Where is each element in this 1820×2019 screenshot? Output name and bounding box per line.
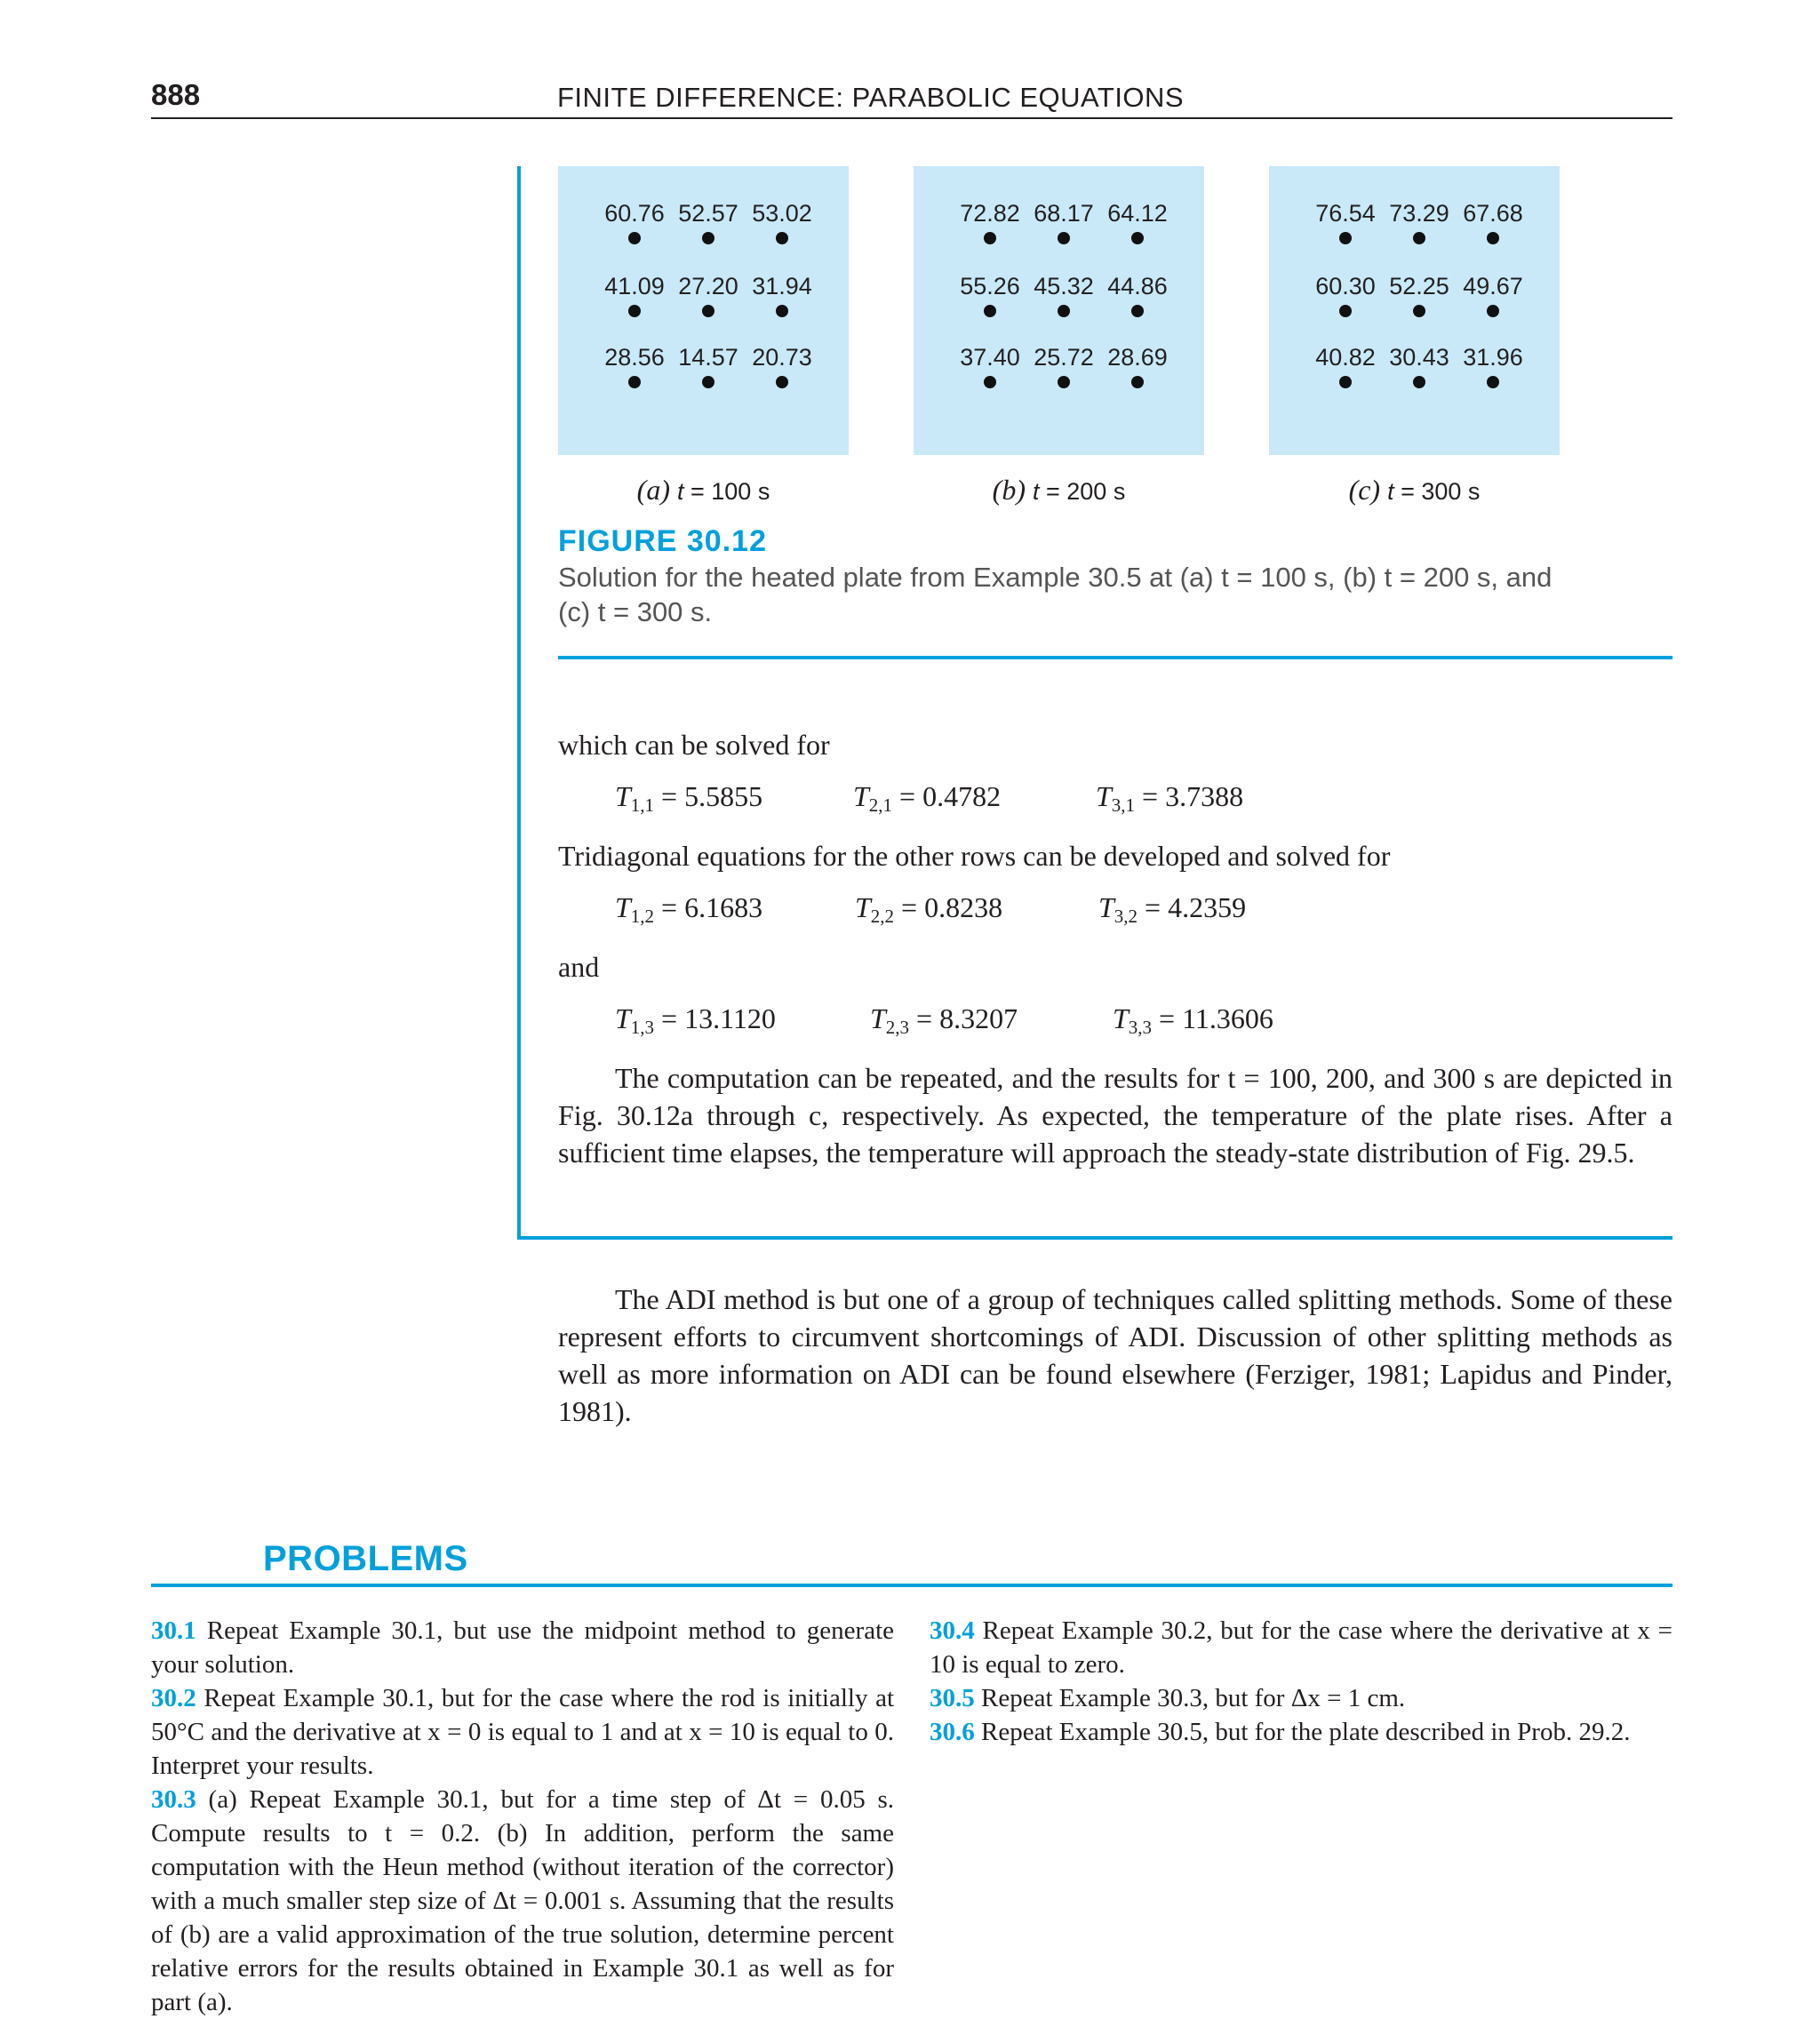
running-header: FINITE DIFFERENCE: PARABOLIC EQUATIONS [557, 82, 1185, 113]
grid-node [1100, 344, 1175, 388]
equation-term: $T_{1,3} = 13.1120$ [615, 1002, 776, 1038]
node-temperature: 37.40 [960, 344, 1020, 371]
problems-column-right [930, 1614, 1672, 1749]
grid-node [953, 200, 1027, 244]
node-temperature: 25.72 [1034, 344, 1094, 371]
grid-node [1026, 344, 1101, 388]
grid-node [1382, 344, 1457, 388]
grid-node [671, 344, 746, 388]
problem-30-1: 30.1 Repeat Example 30.1, but use the midpoint method to generate your solution. [151, 1616, 895, 1679]
grid-node [1382, 273, 1457, 317]
node-dot [628, 232, 641, 244]
grid-node [1100, 273, 1175, 317]
node-dot [1131, 305, 1144, 317]
text-and: and [558, 951, 600, 983]
node-temperature: 67.68 [1463, 200, 1523, 227]
paragraph-adi: The ADI method is but one of a group of techniques called splitting methods. Some of these represent efforts to circumvent shortcomings of ADI. Discussion of other splitting methods as well as more information on ADI can be found elsewhere (Ferziger, 1981; Lapidus and Pinder, 1981). [558, 1283, 1672, 1427]
grid-node [1026, 200, 1101, 244]
node-dot [1487, 376, 1499, 388]
node-dot [1487, 305, 1499, 317]
node-dot [702, 376, 714, 388]
node-temperature: 72.82 [960, 200, 1020, 227]
problem-30-5: 30.5 Repeat Example 30.3, but for Δx = 1 cm. [930, 1684, 1406, 1712]
equation-term: $T_{2,1} = 0.4782$ [853, 780, 1002, 816]
problem-30-4: 30.4 Repeat Example 30.2, but for the case where the derivative at x = 10 is equal to zero. [930, 1616, 1672, 1679]
node-temperature: 53.02 [752, 200, 812, 227]
figure-caption: Solution for the heated plate from Example 30.5 at (a) t = 100 s, (b) t = 200 s, and (c) t = 300 s. [558, 562, 1553, 627]
grid-node [671, 200, 746, 244]
grid-node [597, 200, 672, 244]
grid-node [597, 344, 672, 388]
node-temperature: 40.82 [1315, 344, 1376, 371]
node-temperature: 28.69 [1107, 344, 1168, 371]
node-dot [702, 232, 714, 244]
node-temperature: 73.29 [1389, 200, 1449, 227]
node-dot [1339, 305, 1352, 317]
node-dot [1413, 376, 1425, 388]
grid-node [1308, 200, 1383, 244]
node-temperature: 31.94 [752, 273, 812, 299]
node-temperature: 55.26 [960, 273, 1020, 299]
node-temperature: 31.96 [1463, 344, 1523, 371]
paragraph-computation: The computation can be repeated, and the results for t = 100, 200, and 300 s are depicted in Fig. 30.12a through c, respectively. As expected, the temperature of the plate rises. After a sufficient time elapses, the temperature will approach the steady-state distribution of Fig. 29.5. [558, 1062, 1672, 1169]
grid-node [745, 200, 819, 244]
problems-heading: PROBLEMS [263, 1539, 468, 1578]
panel-label-b: (b) t = 200 s [992, 474, 1126, 506]
node-temperature: 60.76 [604, 200, 665, 227]
node-dot [984, 305, 996, 317]
problem-30-3: 30.3 (a) Repeat Example 30.1, but for a time step of Δt = 0.05 s. Compute results to t = 0.2. (b) In addition, perform the same computation with the Heun method (without iteration of the corrector) with a much smaller step size of Δt = 0.001 s. Assuming that the results of (b) are a valid approximation of the true solution, determine percent relative errors for the results obtained in Example 30.1 as well as for part (a). [151, 1785, 895, 2016]
equation-term: $T_{3,2} = 4.2359$ [1098, 891, 1247, 927]
grid-node [1456, 344, 1530, 388]
header-rule [151, 117, 1672, 119]
grid-node [1100, 200, 1175, 244]
node-dot [1413, 232, 1425, 244]
grid-node [1308, 344, 1383, 388]
node-temperature: 64.12 [1107, 200, 1168, 227]
node-temperature: 45.32 [1034, 273, 1094, 299]
node-temperature: 49.67 [1463, 273, 1523, 299]
problem-30-2: 30.2 Repeat Example 30.1, but for the case where the rod is initially at 50°C and the derivative at x = 0 is equal to 1 and at x = 10 is equal to 0. Interpret your results. [151, 1684, 895, 1780]
node-dot [628, 376, 641, 388]
node-dot [1131, 376, 1144, 388]
grid-node [671, 273, 746, 317]
text-which-solved: which can be solved for [558, 729, 830, 761]
node-temperature: 76.54 [1315, 200, 1376, 227]
example-bottom-rule [517, 1236, 1672, 1240]
node-dot [1487, 232, 1499, 244]
node-dot [1058, 376, 1070, 388]
node-dot [1413, 305, 1425, 317]
page-number: 888 [151, 78, 201, 111]
node-temperature: 14.57 [678, 344, 738, 371]
grid-node [597, 273, 672, 317]
node-temperature: 27.20 [678, 273, 738, 299]
node-temperature: 60.30 [1315, 273, 1376, 299]
node-dot [1058, 305, 1070, 317]
node-dot [776, 305, 788, 317]
figure-panel-a [558, 166, 849, 455]
node-temperature: 41.09 [604, 273, 665, 299]
node-temperature: 44.86 [1107, 273, 1168, 299]
node-dot [1058, 232, 1070, 244]
node-dot [776, 376, 788, 388]
problem-30-6: 30.6 Repeat Example 30.5, but for the plate described in Prob. 29.2. [930, 1718, 1631, 1746]
node-temperature: 28.56 [604, 344, 665, 371]
node-dot [1339, 376, 1352, 388]
figure-panel-b [914, 166, 1204, 455]
grid-node [1456, 273, 1530, 317]
grid-node [953, 344, 1027, 388]
equation-term: $T_{1,1} = 5.5855$ [615, 780, 763, 816]
equation-term: $T_{1,2} = 6.1683$ [615, 891, 763, 927]
node-dot [1339, 232, 1352, 244]
node-temperature: 68.17 [1034, 200, 1094, 227]
figure-title: FIGURE 30.12 [558, 524, 767, 558]
node-dot [1131, 232, 1144, 244]
node-dot [702, 305, 714, 317]
node-temperature: 52.57 [678, 200, 738, 227]
equation-term: $T_{2,2} = 0.8238$ [855, 891, 1003, 927]
grid-node [745, 344, 819, 388]
node-temperature: 52.25 [1389, 273, 1449, 299]
node-temperature: 30.43 [1389, 344, 1449, 371]
problems-column-left [151, 1614, 894, 2019]
grid-node [745, 273, 819, 317]
equation-term: $T_{2,3} = 8.3207$ [870, 1002, 1018, 1038]
panel-label-c: (c) t = 300 s [1348, 474, 1481, 506]
figure-panel-c [1269, 166, 1560, 455]
grid-node [1026, 273, 1101, 317]
grid-node [1308, 273, 1383, 317]
panel-label-a: (a) t = 100 s [636, 474, 770, 506]
example-sidebar-rule [517, 166, 521, 1240]
node-temperature: 20.73 [752, 344, 812, 371]
grid-node [1456, 200, 1530, 244]
node-dot [984, 376, 996, 388]
node-dot [628, 305, 641, 317]
node-dot [776, 232, 788, 244]
equation-term: $T_{3,3} = 11.3606$ [1113, 1002, 1273, 1038]
text-tridiagonal: Tridiagonal equations for the other rows can be developed and solved for [558, 840, 1391, 872]
grid-node [953, 273, 1027, 317]
equation-term: $T_{3,1} = 3.7388$ [1096, 780, 1244, 816]
node-dot [984, 232, 996, 244]
caption-rule [558, 656, 1672, 659]
problems-rule [151, 1584, 1672, 1587]
grid-node [1382, 200, 1457, 244]
